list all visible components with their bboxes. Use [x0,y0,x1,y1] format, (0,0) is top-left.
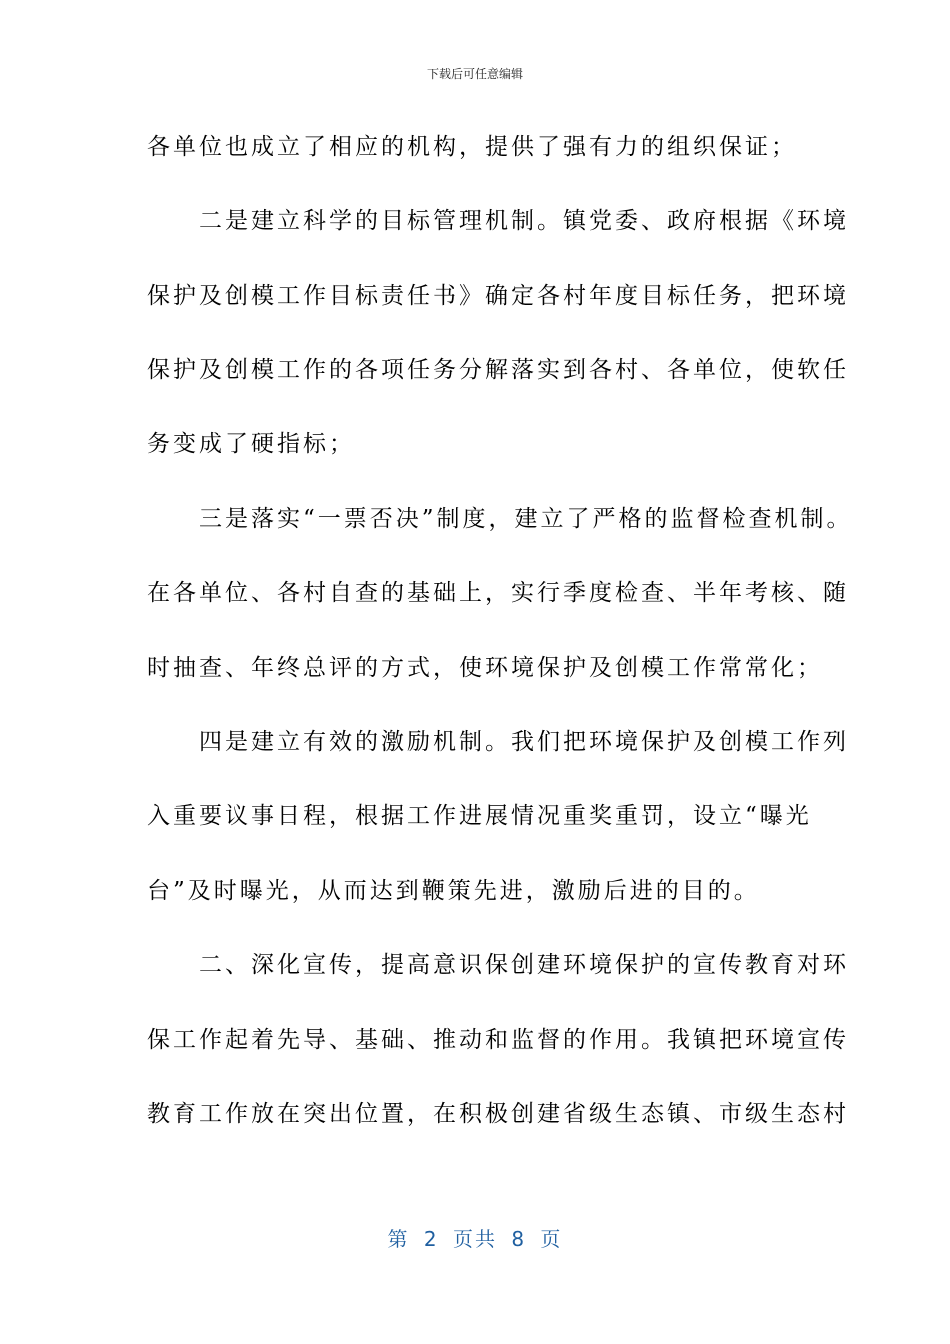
text-line: 三是落实“一票否决”制度，建立了严格的监督检查机制。 [147,506,853,532]
page-number-footer: 第 2 页共 8 页 [387,1227,563,1251]
text-line: 二是建立科学的目标管理机制。镇党委、政府根据《环境 [147,208,849,234]
text-line: 保护及创模工作目标责任书》确定各村年度目标任务，把环境 [147,283,849,309]
text-line: 台”及时曝光，从而达到鞭策先进，激励后进的目的。 [147,878,760,904]
text-line: 各单位也成立了相应的机构，提供了强有力的组织保证； [147,134,797,160]
text-line: 四是建立有效的激励机制。我们把环境保护及创模工作列 [147,729,849,755]
text-line: 时抽查、年终总评的方式，使环境保护及创模工作常常化； [147,655,823,681]
text-line: 教育工作放在突出位置，在积极创建省级生态镇、市级生态村 [147,1101,849,1127]
text-line: 保工作起着先导、基础、推动和监督的作用。我镇把环境宣传 [147,1027,849,1053]
text-line: 在各单位、各村自查的基础上，实行季度检查、半年考核、随 [147,580,849,606]
text-line: 入重要议事日程，根据工作进展情况重奖重罚，设立“曝光 [147,803,812,829]
text-line: 务变成了硬指标； [147,431,355,457]
page-header: 下载后可任意编辑 [426,67,523,81]
text-line: 二、深化宣传，提高意识保创建环境保护的宣传教育对环 [147,952,849,978]
text-line: 保护及创模工作的各项任务分解落实到各村、各单位，使软任 [147,357,849,383]
